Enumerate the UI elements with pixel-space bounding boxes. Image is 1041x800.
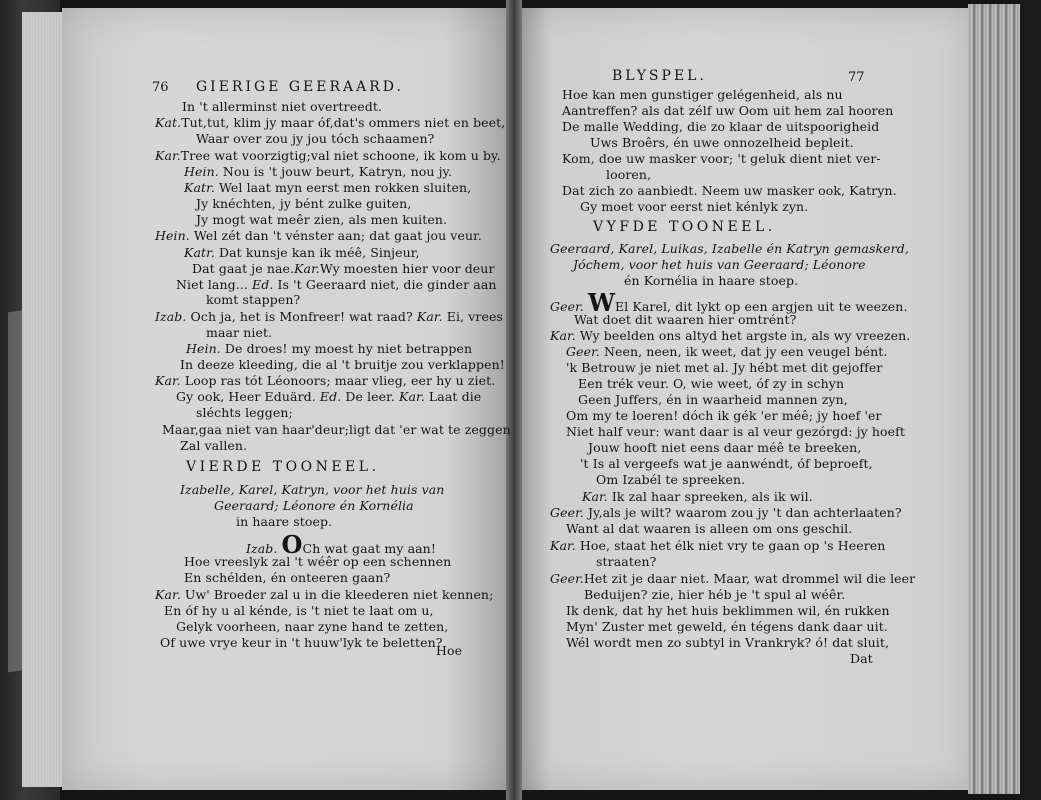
- verse-line: Uws Broêrs, én uwe onnozelheid bepleit.: [590, 135, 854, 150]
- page-edges-right: [968, 4, 1023, 794]
- verse-line: Geer. WEl Karel, dit lykt op een argjen uit te weezen.: [550, 288, 908, 317]
- verse-line: Geer. Neen, neen, ik weet, dat jy een veugel bént.: [566, 344, 888, 359]
- verse-line: In 't allerminst niet overtreedt.: [182, 99, 383, 114]
- verse-line: Een trék veur. O, wie weet, óf zy in schyn: [578, 376, 845, 391]
- verse-line: looren,: [606, 167, 652, 182]
- verse-line: Izab. Och ja, het is Monfreer! wat raad? Kar. Ei, vrees: [155, 309, 503, 324]
- verse-line: Kar.Tree wat voorzigtig;val niet schoone, ik kom u by.: [155, 148, 501, 163]
- drop-initial: W: [587, 288, 615, 317]
- verse-line: Dat zich zo aanbiedt. Neem uw masker ook, Katryn.: [562, 183, 897, 198]
- verse-line: Maar,gaa niet van haar'deur;ligt dat 'er wat te zeggen: [162, 422, 511, 437]
- verse-line: Kom, doe uw masker voor; 't geluk dient niet ver-: [562, 151, 881, 166]
- cast-list-line: én Kornélia in haare stoep.: [624, 273, 799, 288]
- verse-line: Geer.Het zit je daar niet. Maar, wat drommel wil die leer: [550, 571, 916, 586]
- book-gutter: [506, 0, 522, 800]
- verse-line: Kar. Uw' Broeder zal u in die kleederen niet kennen;: [155, 587, 494, 602]
- verse-line: Katr. Wel laat myn eerst men rokken sluiten,: [184, 180, 472, 195]
- verse-line: En óf hy u al kénde, is 't niet te laat om u,: [164, 603, 434, 618]
- verse-line: Katr. Dat kunsje kan ik méê, Sinjeur,: [184, 245, 420, 260]
- verse-line: Niet lang... Ed. Is 't Geeraard niet, die ginder aan: [176, 277, 497, 292]
- catchword-left: Hoe: [436, 643, 463, 658]
- cast-list-line: Geeraard, Karel, Luikas, Izabelle én Katryn gemaskerd,: [550, 241, 909, 256]
- verse-line: In deeze kleeding, die al 't bruitje zou verklappen!: [180, 357, 505, 372]
- verse-line: Jouw hooft niet eens daar méê te breeken,: [588, 440, 862, 455]
- scene-title-right: VYFDE TOONEEL.: [593, 219, 776, 235]
- catchword-right: Dat: [850, 651, 873, 666]
- verse-line: Want al dat waaren is alleen om ons geschil.: [566, 521, 853, 536]
- verse-line: straaten?: [596, 554, 657, 569]
- verse-line: 't Is al vergeefs wat je aanwéndt, óf beproeft,: [580, 456, 873, 471]
- verse-line: Kar. Wy beelden ons altyd het argste in, als wy vreezen.: [550, 328, 911, 343]
- page-number-left: 76: [152, 80, 169, 95]
- page-number-right: 77: [848, 70, 865, 85]
- verse-line: Zal vallen.: [180, 438, 248, 453]
- verse-line: Of uwe vrye keur in 't huuw'lyk te beletten?: [160, 635, 443, 650]
- cast-list-line: in haare stoep.: [236, 514, 333, 529]
- verse-line: maar niet.: [206, 325, 273, 340]
- verse-line: Kar. Hoe, staat het élk niet vry te gaan op 's Heeren: [550, 538, 886, 553]
- verse-line: En schélden, én onteeren gaan?: [184, 570, 391, 585]
- verse-line: Jy knéchten, jy bént zulke guiten,: [196, 196, 412, 211]
- book-cover-right: [1020, 0, 1041, 800]
- verse-line: Wél wordt men zo subtyl in Vrankryk? ó! dat sluit,: [566, 635, 890, 650]
- verse-line: Wat doet dit waaren hier omtrént?: [574, 312, 797, 327]
- verse-line: Jy mogt wat meêr zien, als men kuiten.: [196, 212, 448, 227]
- verse-line: Waar over zou jy jou tóch schaamen?: [196, 131, 435, 146]
- verse-line: Dat gaat je nae.Kar.Wy moesten hier voor deur: [192, 261, 495, 276]
- cast-list-line: Geeraard; Léonore én Kornélia: [214, 498, 414, 513]
- verse-line: Ik denk, dat hy het huis beklimmen wil, én rukken: [566, 603, 890, 618]
- verse-line: Kat.Tut,tut, klim jy maar óf,dat's ommers niet en beet,: [155, 115, 506, 130]
- verse-line: Kar. Ik zal haar spreeken, als ik wil.: [582, 489, 813, 504]
- verse-line: Geen Juffers, én in waarheid mannen zyn,: [578, 392, 848, 407]
- cast-list-line: Jóchem, voor het huis van Geeraard; Léonore: [573, 257, 866, 272]
- verse-line: Hoe kan men gunstiger gelégenheid, als nu: [562, 87, 843, 102]
- verse-line: Aantreffen? als dat zélf uw Oom uit hem zal hooren: [562, 103, 894, 118]
- verse-line: Hein. De droes! my moest hy niet betrappen: [186, 341, 473, 356]
- verse-line: Izab. OCh wat gaat my aan!: [246, 530, 436, 559]
- verse-line: Om Izabél te spreeken.: [596, 472, 746, 487]
- running-head-left: GIERIGE GEERAARD.: [196, 79, 404, 95]
- verse-line: Geer. Jy,als je wilt? waarom zou jy 't dan achterlaaten?: [550, 505, 902, 520]
- verse-line: Niet half veur: want daar is al veur gezórgd: jy hoeft: [566, 424, 906, 439]
- verse-line: De malle Wedding, die zo klaar de uitspoorigheid: [562, 119, 880, 134]
- verse-line: Gy ook, Heer Eduärd. Ed. De leer. Kar. Laat die: [176, 389, 482, 404]
- running-head-right: BLYSPEL.: [612, 68, 707, 84]
- verse-line: sléchts leggen;: [196, 405, 293, 420]
- verse-line: komt stappen?: [206, 292, 301, 307]
- verse-line: Hein. Nou is 't jouw beurt, Katryn, nou jy.: [184, 164, 453, 179]
- verse-line: Beduijen? zie, hier héb je 't spul al wéêr.: [584, 587, 846, 602]
- verse-line: Kar. Loop ras tót Léonoors; maar vlieg, eer hy u ziet.: [155, 373, 496, 388]
- verse-line: Gelyk voorheen, naar zyne hand te zetten,: [176, 619, 449, 634]
- verse-line: 'k Betrouw je niet met al. Jy hébt met dit gejoffer: [566, 360, 883, 375]
- verse-line: Hoe vreeslyk zal 't wéêr op een schennen: [184, 554, 452, 569]
- verse-line: Om my te loeren! dóch ik gék 'er méê; jy hoef 'er: [566, 408, 882, 423]
- verse-line: Gy moet voor eerst niet kénlyk zyn.: [580, 199, 809, 214]
- verse-line: Myn' Zuster met geweld, én tégens dank daar uit.: [566, 619, 888, 634]
- scene-title-left: VIERDE TOONEEL.: [186, 459, 380, 475]
- drop-initial: O: [281, 530, 303, 559]
- verse-line: Hein. Wel zét dan 't vénster aan; dat gaat jou veur.: [155, 228, 482, 243]
- cast-list-line: Izabelle, Karel, Katryn, voor het huis van: [180, 482, 445, 497]
